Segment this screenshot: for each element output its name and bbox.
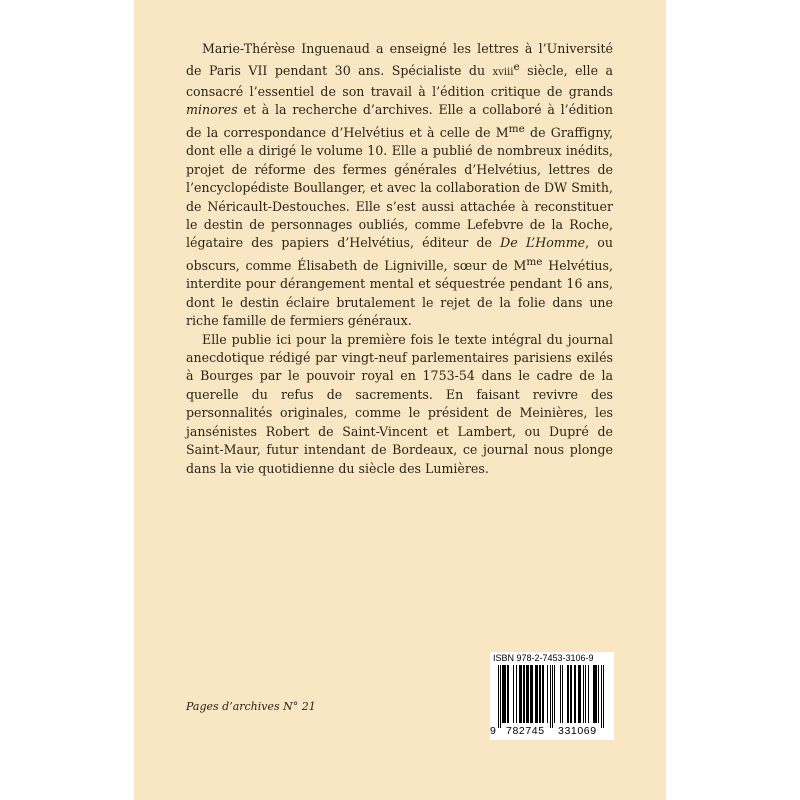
text-segment: Helvétius, interdite pour dérangement mental et séquestrée pendant 16 ans, dont le destin éclaire brutalement le rejet de la folie dans une riche famille de fermiers généraux. <box>186 258 613 329</box>
barcode-bar <box>539 665 540 723</box>
barcode-bar <box>513 665 514 723</box>
text-segment: xviii <box>492 67 514 79</box>
barcode-bar <box>500 665 501 728</box>
barcode-bar <box>547 665 548 723</box>
barcode-digits-right: 331069 <box>558 725 597 737</box>
barcode-bar <box>603 665 604 728</box>
barcode-bar <box>583 665 584 723</box>
barcode-bar <box>595 665 596 723</box>
text-segment: me <box>508 122 525 135</box>
text-segment: De L’Homme <box>500 235 586 251</box>
text-segment: , ou obscurs, comme Élisabeth de Ligniville, sœur de M <box>186 235 613 274</box>
paragraph-author-bio <box>186 40 613 331</box>
barcode-bar <box>571 665 572 723</box>
text-segment: et à la recherche d’archives. Elle a collaboré à l’édition de la correspondance d’Helvétius et à celle de M <box>186 102 613 140</box>
barcode-bar <box>554 665 555 723</box>
text-segment: siècle, elle a consacré l’essentiel de son travail à l’édition critique de grands <box>186 63 613 99</box>
barcode-bar <box>498 665 499 728</box>
text-segment: Marie-Thérèse Inguenaud a enseigné les lettres à l’Université de Paris VII pendant 30 ans. Spécialiste du <box>186 41 613 79</box>
text-segment: Elle publie ici pour la première fois le texte intégral du journal anecdotique rédigé par vingt-neuf parlementaires parisiens exilés à Bourges par le pouvoir royal en 1753-54 dans le cadre de la querelle du refus de sacrements. En faisant revivre des personnalités originales, comme le président de Meinières, les jansénistes Robert de Saint-Vincent et Lambert, ou Dupré de Saint-Maur, futur intendant de Bordeaux, ce journal nous plonge dans la vie quotidienne du siècle des Lumières. <box>186 331 613 476</box>
text-segment: minores <box>186 102 238 118</box>
barcode-bar <box>550 665 551 728</box>
series-title: Pages d’archives N° 21 <box>186 700 316 713</box>
barcode-digits-left: 782745 <box>506 725 545 737</box>
barcode-bar <box>580 665 581 723</box>
barcode-bar <box>524 665 525 723</box>
barcode <box>498 665 612 728</box>
barcode-bar <box>528 665 529 723</box>
barcode-bar <box>516 665 517 723</box>
barcode-bar <box>585 665 586 723</box>
barcode-bar <box>537 665 538 723</box>
barcode-bar <box>567 665 568 723</box>
barcode-bar <box>598 665 599 723</box>
text-segment: me <box>526 255 543 268</box>
barcode-bar <box>520 665 521 723</box>
paragraph-book-summary <box>186 331 613 478</box>
text-segment: de Graffigny, dont elle a dirigé le volume 10. Elle a publié de nombreux inédits, projet de réforme des fermes générales d’Helvétius, lettres de l’encyclopédiste Boullanger, et avec la collaboration de DW Smith, de Néricault-Destouches. Elle s’est aussi attachée à reconstituer le destin de personnages oubliés, comme Lefebvre de la Roche, légataire des papiers d’Helvétius, éditeur de <box>186 125 613 251</box>
back-cover-text <box>186 40 613 478</box>
barcode-bar <box>588 665 589 723</box>
barcode-bar <box>508 665 509 723</box>
barcode-digit-first: 9 <box>490 725 497 737</box>
text-segment: e <box>513 61 520 74</box>
barcode-bar <box>562 665 563 723</box>
barcode-bar <box>543 665 544 723</box>
barcode-bar <box>575 665 576 723</box>
isbn-text: ISBN 978-2-7453-3106-9 <box>493 653 594 663</box>
barcode-bar <box>601 665 602 728</box>
barcode-label <box>490 652 614 740</box>
barcode-bar <box>560 665 561 723</box>
barcode-bar <box>505 665 506 723</box>
barcode-bar <box>532 665 533 723</box>
barcode-bar <box>552 665 553 728</box>
